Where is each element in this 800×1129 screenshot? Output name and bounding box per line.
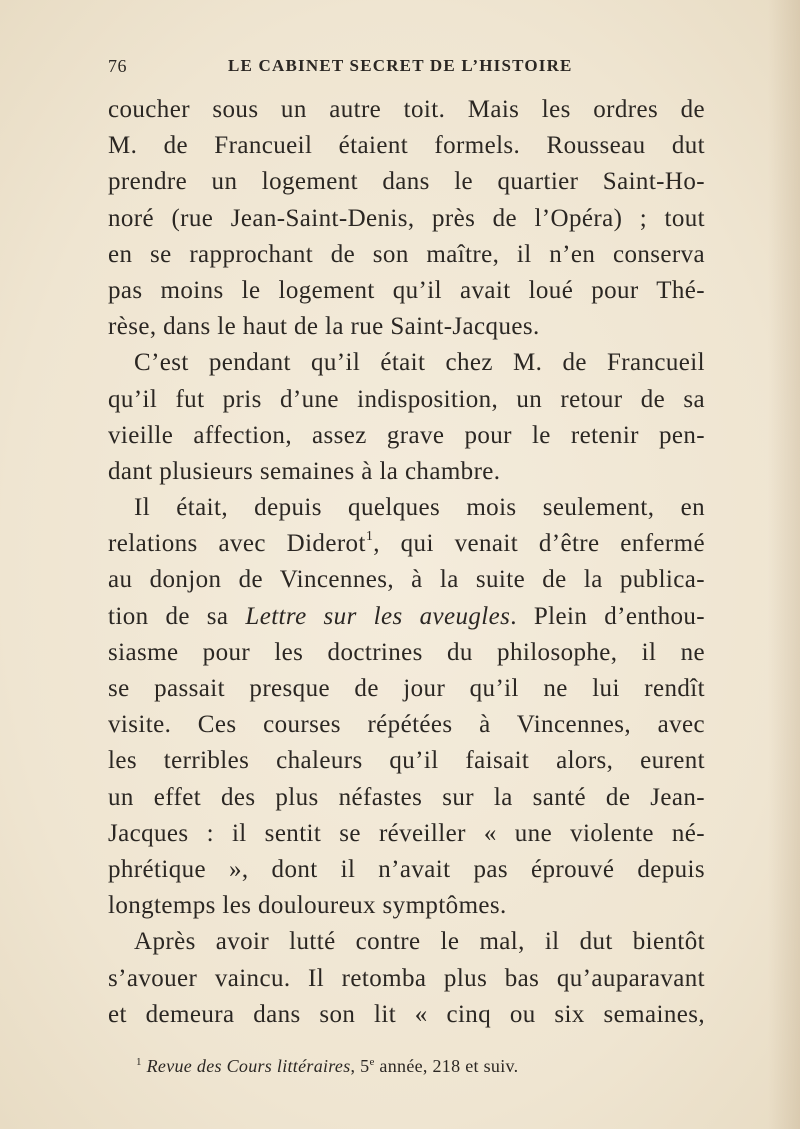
text-line-with-title <box>108 599 705 635</box>
text-line: longtemps les douloureux symptômes. <box>108 892 507 920</box>
text-line: phrétique », dont il n’avait pas éprouvé depuis <box>108 855 705 883</box>
text-line: Après avoir lutté contre le mal, il dut bientôt <box>134 928 705 956</box>
text-line: dant plusieurs semaines à la chambre. <box>108 457 501 485</box>
footnote-reference: 1 <box>365 529 374 545</box>
text-line: Jacques : il sentit se réveiller « une violente né- <box>108 819 705 847</box>
text-line: au donjon de Vincennes, à la suite de la publica- <box>108 566 705 594</box>
text-line: qu’il fut pris d’une indisposition, un retour de sa <box>108 385 705 413</box>
text-line: s’avouer vaincu. Il retomba plus bas qu’auparavant <box>108 964 705 992</box>
line-start: relations avec Diderot <box>108 530 366 558</box>
text-line: en se rapprochant de son maître, il n’en conserva <box>108 240 705 268</box>
book-title: Lettre sur les aveugles <box>245 602 511 630</box>
text-line: prendre un logement dans le quartier Saint-Ho- <box>108 168 705 196</box>
text-line: un effet des plus néfastes sur la santé de Jean- <box>108 783 705 811</box>
text-line: coucher sous un autre toit. Mais les ordres de <box>108 96 705 123</box>
footnote <box>136 1056 736 1077</box>
footnote-marker: 1 <box>136 1056 142 1068</box>
line-start: tion de sa <box>108 602 246 630</box>
page-header <box>108 56 708 84</box>
body-text <box>108 92 705 1033</box>
text-line: Il était, depuis quelques mois seulement, en <box>134 494 705 522</box>
text-line: noré (rue Jean-Saint-Denis, près de l’Opéra) ; tout <box>108 204 705 232</box>
text-line: les terribles chaleurs qu’il faisait alors, eurent <box>108 747 705 775</box>
footnote-text: , 5 <box>350 1056 370 1076</box>
running-title: LE CABINET SECRET DE L’HISTOIRE <box>228 56 573 75</box>
footnote-ordinal: e <box>369 1056 375 1068</box>
line-end: , qui venait d’être enfermé <box>373 530 705 558</box>
text-line: pas moins le logement qu’il avait loué pour Thé- <box>108 276 705 304</box>
text-line: et demeura dans son lit « cinq ou six semaines, <box>108 1000 705 1028</box>
text-line: se passait presque de jour qu’il ne lui rendît <box>108 675 705 702</box>
text-line: rèse, dans le haut de la rue Saint-Jacques. <box>108 313 540 341</box>
text-line: visite. Ces courses répétées à Vincennes, avec <box>108 711 705 739</box>
page-number: 76 <box>108 56 127 76</box>
text-line: vieille affection, assez grave pour le retenir pen- <box>108 421 705 449</box>
text-line: M. de Francueil étaient formels. Rousseau dut <box>108 132 705 160</box>
text-line: C’est pendant qu’il était chez M. de Francueil <box>134 349 705 377</box>
text-line-with-footnote-ref <box>108 526 705 562</box>
text-line: siasme pour les doctrines du philosophe, il ne <box>108 638 705 666</box>
footnote-tail: année, 218 et suiv. <box>374 1056 519 1076</box>
line-end: . Plein d’enthou- <box>510 602 705 630</box>
footnote-journal-title: Revue des Cours littéraires <box>146 1056 351 1076</box>
